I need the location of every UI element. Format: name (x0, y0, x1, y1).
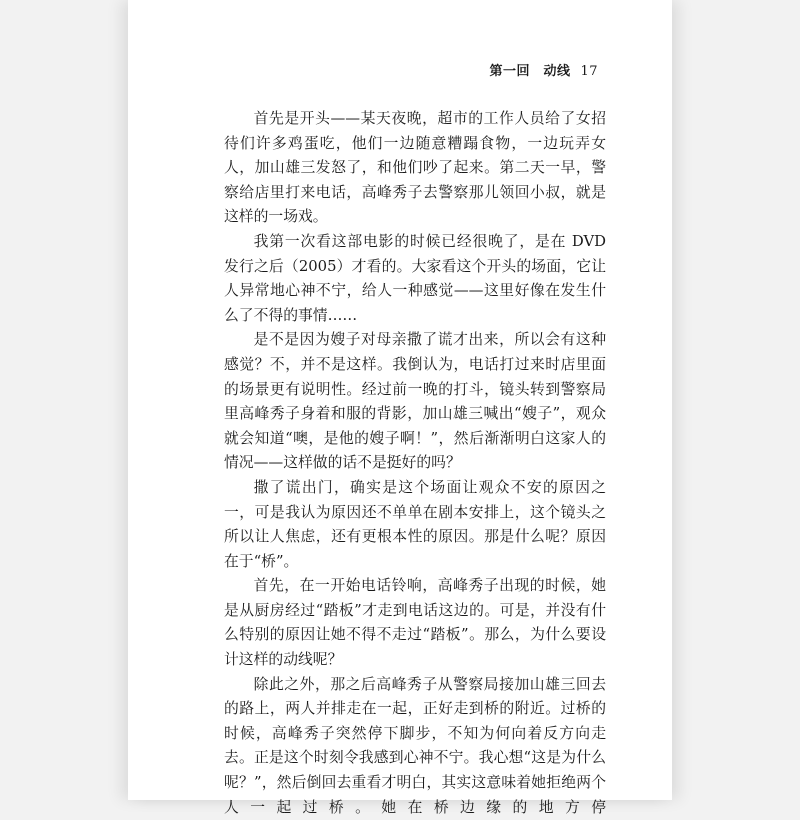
paragraph-2: 我第一次看这部电影的时候已经很晚了，是在 DVD 发行之后（2005）才看的。大家看这个开头的场面，它让人异常地心神不宁，给人一种感觉——这里好像在发生什么了不得的事情…… (224, 232, 606, 324)
chapter-title: 第一回 动线 (489, 64, 571, 79)
paragraph-3: 是不是因为嫂子对母亲撒了谎才出来，所以会有这种感觉？不，并不是这样。我倒认为，电话打过来时店里面的场景更有说明性。经过前一晚的打斗，镜头转到警察局里高峰秀子身着和服的背影，加山雄三喊出“嫂子”，观众就会知道“噢，是他的嫂子啊！”，然后渐渐明白这家人的情况——这样做的话不是挺好的吗？ (224, 331, 606, 472)
page-number: 17 (580, 64, 598, 79)
body-text (224, 107, 606, 820)
paragraph-6: 除此之外，那之后高峰秀子从警察局接加山雄三回去的路上，两人并排走在一起，正好走到桥的附近。过桥的时候，高峰秀子突然停下脚步，不知为何向着反方向走去。正是这个时刻令我感到心神不宁。我心想“这是为什么呢？”，然后倒回去重看才明白，其实这意味着她拒绝两个人一起过桥。她在桥边缘的地方停 (224, 675, 606, 816)
book-page (128, 0, 672, 816)
paragraph-4: 撒了谎出门，确实是这个场面让观众不安的原因之一，可是我认为原因还不单单在剧本安排上，这个镜头之所以让人焦虑，还有更根本性的原因。那是什么呢？原因在于“桥”。 (224, 478, 606, 570)
running-header (489, 60, 598, 79)
paragraph-1: 首先是开头——某天夜晚，超市的工作人员给了女招待们许多鸡蛋吃，他们一边随意糟蹋食物，一边玩弄女人，加山雄三发怒了，和他们吵了起来。第二天一早，警察给店里打来电话，高峰秀子去警察那儿领回小叔，就是这样的一场戏。 (224, 110, 606, 226)
paragraph-5: 首先，在一开始电话铃响，高峰秀子出现的时候，她是从厨房经过“踏板”才走到电话这边的。可是，并没有什么特别的原因让她不得不走过“踏板”。那么，为什么要设计这样的动线呢？ (224, 577, 606, 669)
